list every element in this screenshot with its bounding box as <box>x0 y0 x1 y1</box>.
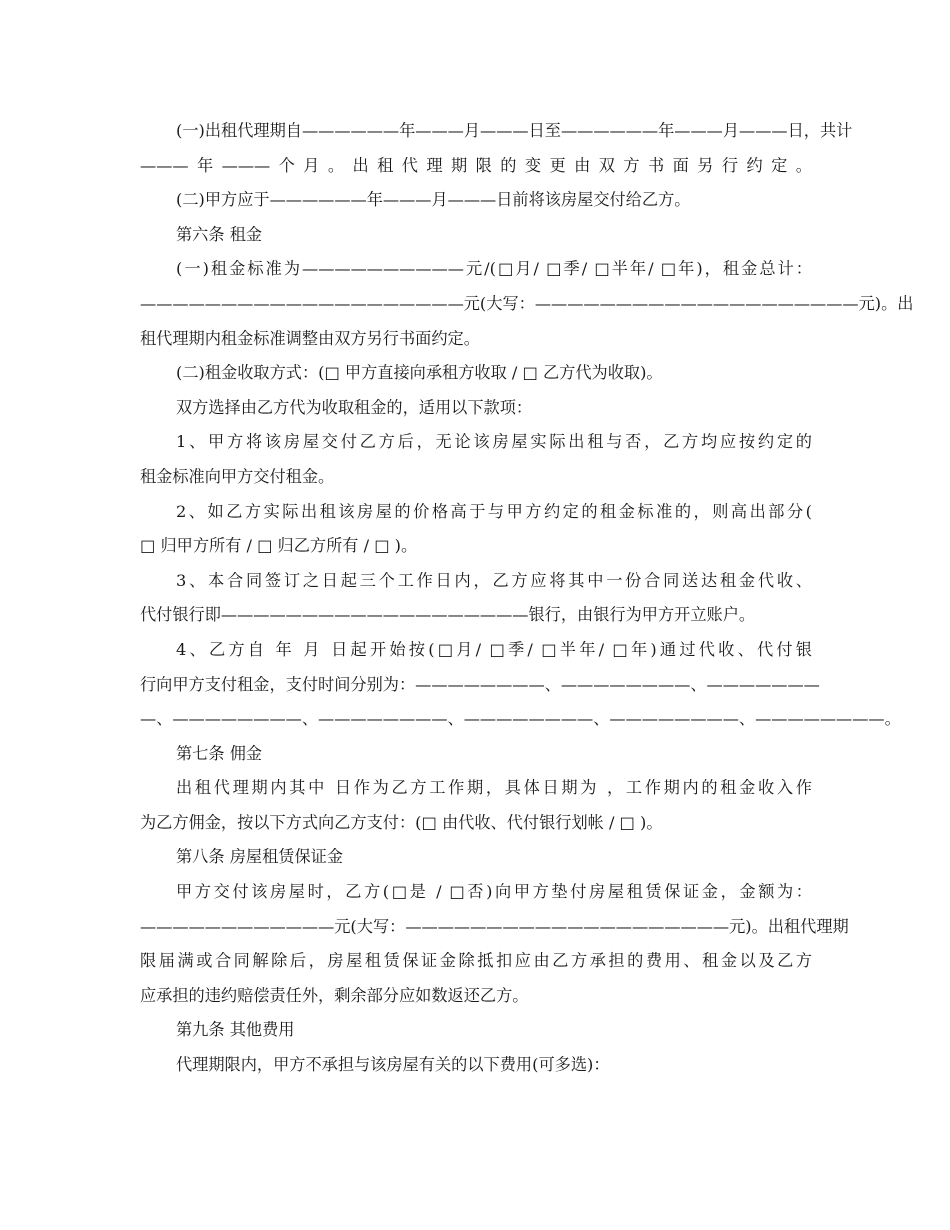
text-line: —、————————、————————、————————、————————、————————。 <box>140 709 901 729</box>
text-line: ———年———个月。出租代理期限的变更由双方书面另行约定。 <box>140 155 812 175</box>
text-line: 3、本合同签订之日起三个工作日内，乙方应将其中一份合同送达租金代收、 <box>176 570 812 590</box>
text-line: 限届满或合同解除后，房屋租赁保证金除抵扣应由乙方承担的费用、租金以及乙方 <box>140 951 812 971</box>
section-heading: 第九条 其他费用 <box>176 1020 295 1040</box>
text-line: 1、甲方将该房屋交付乙方后，无论该房屋实际出租与否，乙方均应按约定的 <box>176 432 812 452</box>
section-heading: 第六条 租金 <box>176 224 263 244</box>
text-line: (一)租金标准为——————————元/(□月/ □季/ □半年/ □年)，租金总计： <box>176 259 812 279</box>
document-page <box>140 114 914 1083</box>
text-line: (二)甲方应于——————年———月———日前将该房屋交付给乙方。 <box>176 190 691 210</box>
text-line: 租代理期内租金标准调整由双方另行书面约定。 <box>140 328 480 348</box>
text-line: 甲方交付该房屋时，乙方(□是 / □否)向甲方垫付房屋租赁保证金，金额为： <box>176 882 812 902</box>
text-line: 代付银行即———————————————————银行，由银行为甲方开立账户。 <box>140 605 756 625</box>
text-line: ————————————————————元(大写：————————————————————元)。出 <box>140 293 914 313</box>
text-line: (二)租金收取方式：(□ 甲方直接向承租方收取 / □ 乙方代为收取)。 <box>176 363 663 383</box>
text-line: 应承担的违约赔偿责任外，剩余部分应如数返还乙方。 <box>140 985 529 1005</box>
text-line: (一)出租代理期自——————年———月———日至——————年———月———日，共计 <box>176 121 853 140</box>
text-line: 代理期限内，甲方不承担与该房屋有关的以下费用(可多选)： <box>176 1055 610 1075</box>
text-line: 出租代理期内其中 日作为乙方工作期，具体日期为 ，工作期内的租金收入作 <box>176 778 812 798</box>
section-heading: 第七条 佣金 <box>176 743 263 763</box>
text-line: ————————————元(大写：————————————————————元)。出租代理期 <box>140 916 849 936</box>
text-line: □ 归甲方所有 / □ 归乙方所有 / □ )。 <box>140 536 418 556</box>
section-heading: 第八条 房屋租赁保证金 <box>176 847 344 867</box>
text-line: 2、如乙方实际出租该房屋的价格高于与甲方约定的租金标准的，则高出部分( <box>176 501 812 521</box>
text-line: 租金标准向甲方交付租金。 <box>140 466 335 486</box>
text-line: 行向甲方支付租金，支付时间分别为：————————、————————、——————— <box>140 674 820 694</box>
text-line: 为乙方佣金，按以下方式向乙方支付：(□ 由代收、代付银行划帐 / □ )。 <box>140 812 663 832</box>
text-line: 4、乙方自 年 月 日起开始按(□月/ □季/ □半年/ □年)通过代收、代付银 <box>176 639 812 659</box>
text-line: 双方选择由乙方代为收取租金的，适用以下款项： <box>176 397 533 417</box>
